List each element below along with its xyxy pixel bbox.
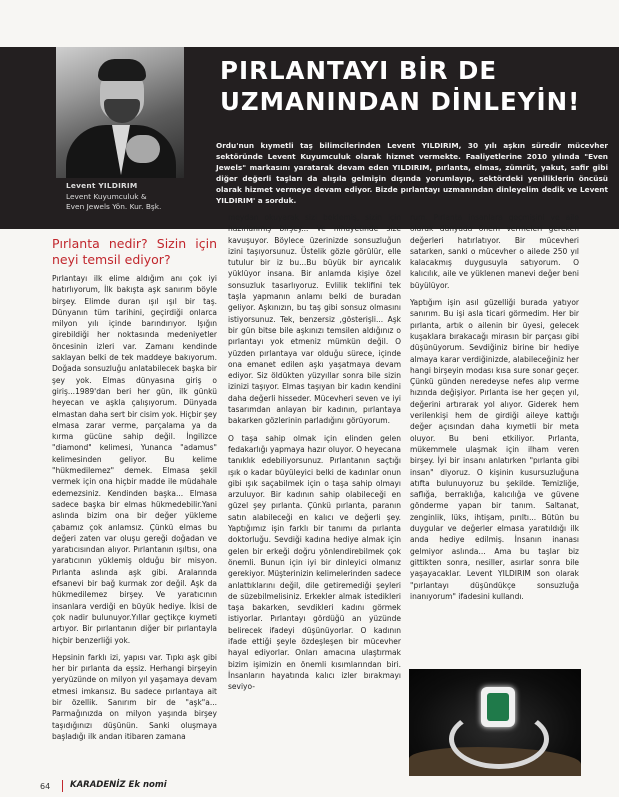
emerald-ring-photo	[409, 669, 581, 776]
page-number: 64	[40, 782, 51, 791]
caption-name: Levent YILDIRIM	[66, 181, 138, 190]
portrait-photo	[56, 47, 184, 178]
article-header	[0, 47, 619, 229]
paragraph: Pırlantayı ilk elime aldığım anı çok iyi hatırlıyorum, İlk bakışta aşk sanırım böyle birşey. Elimde duran ışıl ışıl bir taş. Dünyanın tüm tarihini, geçirdiği onlarca milyon yılı içinde barındırıyor. Işığın girebildiği her noktasında medeniyetler öncesinin izleri var. Zamanı kendinde saklayan belki de tek maddeye bakıyorum. Doğada sonsuzluğu anlatabilecek başka bir şey yok. Elmas dünyasına giriş o giriş...1989'dan beri her gün, ilk günkü heyecan ve aşkla çalışıyorum. Dünyada elmastan daha sert bir cisim yok. Hiçbir şey elmasa zarar verme, parçalama ya da kırma gücüne sahip değil. İngilizce "diamond" kelimesi, Yunanca "adamus" kelimesinden geliyor. Bu kelime "hükmedilemez" demek. Elmasa şekil vermek için ona hiçbir madde ile müdahale edemezsiniz. Kendinden başka... Elmasa sadece başka bir elmas hükmedebilir.Yani aslında bizim ona bir değer yükleme çabamız çok anlamsız. Çünkü elmas bu değeri zaten var oluşu gereği doğadan ve yaratıcısından alıyor. Pırlantanın ışıltısı, ona yaratıcının yüklemiş olduğu bir misyon. Pırlanta aslında aşk gibi. Aralarında efsanevi bir bağ kurmak zor değil. Aşk da hükmedilemez birşey. Ve yaratıcının insanlara verdiği en büyük hediye. İkisi de çok nadir bulunuyor.Yıllar geçtikçe kıymeti artıyor. Bir pırlantanın diğer bir pırlantayla hiçbir benzerliği yok.	[52, 274, 217, 645]
article-intro: Ordu'nun kıymetli taş bilimcilerinden Levent YILDIRIM, 30 yılı aşkın süredir mücevher sektöründe Levent Kuyumculuk olarak hizmet vermekte. Faaliyetlerine 2010 yılında "Even Jewels" markasını yaratarak devam eden YILDIRIM, pırlanta, elmas, zümrüt, yakut, safir gibi diğer değerli taşları da alışıla gelmişin dışında yorumlayıp, sektördeki yeniliklerin öncüsü olarak hizmet vermeye devam ediyor. Bizde pırlantayı uzmanından dinleyelim dedik ve Levent YILDIRIM' a sorduk.	[216, 141, 608, 205]
paragraph: rum. Pırlanta insanlara geçmişini ve aile olarak dünyada önem vermeleri gereken değerleri hatırlatıyor. Bir mücevheri satarken, sanki o mücevher o ailede 250 yıl kalacakmış duygusuyla satıyorum. O kalıcılık, aile ve yüklenen manevi değer beni büyülüyor.	[410, 213, 579, 290]
article-title	[220, 55, 610, 117]
paragraph: meydan okuyarak sizi beklemiş, sizin için hazırlanmış birşey... Ve nihayetinde size kavuşuyor. Böylece üzerinizde sonsuzluğun izini taşıyorsunuz. Üstelik gözle görülür, elle tutulur bir iz bu...Bu büyük bir ayrıcalık yüklüyor insana. Bir anlamda kişiye özel sonsuzluk tasarlıyoruz. Evlilik teklifini tek taşla yapmanın anlamı belki de buradan geliyor. Aşkınızın, bu taş gibi sonsuz olmasını istiyorsunuz. Tek, benzersiz ,gösterişli... Aşk bir gün bitse bile aşkınızı temsilen aldığınız o pırlantayı yok etmeniz mümkün değil. O yüzden pırlantaya var olduğu sürece, içinde ona emanet edilen aşkı yaşatmaya devam ediyor. Siz öldükten yüzyıllar sonra bile sizin izinizi taşıyor. Elmas taşıyan bir kadın kendini daha değerli hisseder. Mücevheri seven ve iyi tasarımdan anlayan bir kadının, pırlantaya bakarken gözlerinin parladığını görüyorum.	[228, 213, 401, 426]
footer-divider	[62, 780, 63, 792]
magazine-brand: KARADENİZ Ek nomi	[70, 780, 167, 790]
article-column-2	[228, 212, 401, 698]
caption-role: Even Jewels Yön. Kur. Bşk.	[66, 202, 162, 211]
paragraph: O taşa sahip olmak için elinden gelen fedakarlığı yapmaya hazır oluyor. O heyecana tanıklık edebiliyorsunuz. Pırlantanın saçtığı ışık o kadar büyüleyici belki de kadınlar onun gibi ışık saçabilmek için o taşa sahip olmayı arzuluyor. Bir kadının sahip olabileceği en güzel şey pırlanta. Çünkü pırlanta, paranın satın alabileceği en kalıcı ve değerli şey. Yaptığımız işin farklı bir tanımı da pırlanta doktorluğu. Sevdiği kadına hediye almak için gelen bir erkeği doğru yönlendirebilmek çok önemli. Bunun için iyi bir dinleyici olmanız gerekiyor. Müşterinizin kelimelerinden sadece anlattıklarını değil, dile getiremediği şeyleri de süzebilmelisiniz. Erkekler almak istedikleri taşa bakarken, sevdikleri kadını görmek istiyorlar. Pırlantayı gördüğü an yüzünde belirecek ifadeyi düşünüyorlar. O kadının ifade ettiği şeyle özdeşleşen bir mücevher hayal ediyorlar. Onları amacına ulaştırmak bizim işimizin en önemli kısımlarından biri. İnsanların hayatında kalıcı izler bırakmayı seviyo-	[228, 433, 401, 692]
title-line-1: PIRLANTAYI BİR DE	[220, 56, 498, 85]
article-column-3	[410, 212, 579, 608]
question-heading: Pırlanta nedir? Sizin için neyi temsil ediyor?	[52, 236, 217, 267]
caption-company: Levent Kuyumculuk &	[66, 191, 147, 201]
paragraph: Hepsinin farklı izi, yapısı var. Tıpkı aşk gibi her bir pırlanta da eşsiz. Herhangi birşeyin yeryüzünde on milyon yıl yaşamaya devam etmesi imkansız. Bu sadece pırlantaya ait bir özellik. Sanırım bir de "aşk"a... Parmağınızda on milyon yaşında birşey taşıdığınızı düşünün. Sanki oluşmaya başladığı ilk andan itibaren zamana	[52, 652, 217, 741]
photo-caption	[66, 181, 196, 213]
paragraph: Yaptığım işin asıl güzelliği burada yatıyor sanırım. Bu işi asla ticari görmedim. Her bir pırlanta, artık o ailenin bir üyesi, gelecek kuşaklara bırakacağı mirasın bir parçası gibi düşünüyorum. Sevdiğiniz birine bir hediye almaya karar verdiğinizde, alabileceğiniz her hangi birşeyin modası kısa sure sonar geçer. Çünkü günden neredeyse nefes alıp verme hızında değişiyor. Pırlanta ise her geçen yıl, değerini artırarak yol alıyor. Giderek hem verilenkişi hem de girdiği aileye kattığı değer açısından daha kıymetli bir meta oluyor. Bu beni etkiliyor. Pırlanta, mükemmele ulaşmak için ilham veren birşey. İyi bir insanı anlatırken "pırlanta gibi insan" diyoruz. O kişinin kusursuzluğuna atıfta bulunuyoruz bu şekilde. Temizliğe, saflığa, berraklığa, kalıcılığa ve güvene gönderme yapan bir tanım. Saltanat, zenginlik, lüks, ihtişam, pırıltı... Bütün bu duygular ve değerler elmasa yaratıldığı ilk anda hediye edilmiş. İnsanın inanası gelmiyor aslında... Ama bu taşlar biz gittikten sonra, nesiller, asırlar sonra bile yaşayacaklar. Levent YILDIRIM son olarak "pırlantayı düşündükçe sonsuzluğa inanıyorum" ifadesini kullandı.	[410, 298, 579, 601]
title-line-2: UZMANINDAN DİNLEYİN!	[220, 87, 581, 116]
article-column-1	[52, 236, 217, 748]
